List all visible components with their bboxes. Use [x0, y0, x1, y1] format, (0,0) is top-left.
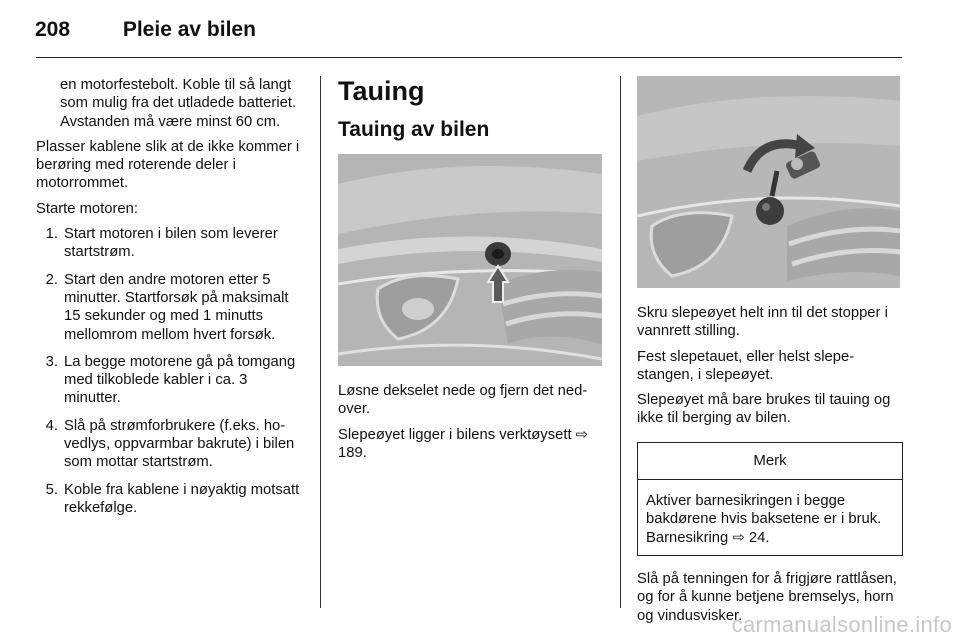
page-title: Pleie av bilen: [122, 18, 256, 41]
column-left: [36, 76, 304, 526]
step-number: 5.: [45, 481, 58, 498]
step-text: Start den andre motoren etter 5 minutter. Startforsøk på maksimalt 15 sekunder og med 1 minutts mellomrom mellom hvert forsøk.: [64, 271, 289, 343]
section-heading: Tauing: [338, 76, 425, 106]
paragraph: Plasser kablene slik at de ikke kommer i berøring med roterende deler i motorrommet.: [36, 138, 300, 192]
column-divider: [620, 76, 621, 608]
paragraph: Løsne dekselet nede og fjern det nedover.: [338, 383, 588, 418]
step-text: Koble fra kablene i nøyaktig motsatt rekkefølge.: [64, 481, 300, 516]
column-middle: [338, 76, 604, 469]
tow-eye-illustration: [637, 76, 900, 288]
list-item: [36, 271, 304, 344]
step-number: 2.: [45, 271, 58, 288]
note-text: Aktiver barnesikringen i begge bakdørene hvis baksetene er i bruk. Barnesikring ⇨ 24.: [646, 493, 882, 546]
paragraph: Skru slepeøyet helt inn til det stopper i vannrett stilling.: [637, 305, 888, 340]
step-text: La begge motorene gå på tomgang med tilkoblede kabler i ca. 3 minutter.: [64, 353, 296, 407]
list-item: [36, 353, 304, 408]
paragraph: Slå på tenningen for å frigjøre rattlåsen, og for å kunne betjene bremselys, horn og vindusvisker.: [637, 570, 897, 624]
steps-list: [36, 225, 304, 517]
page-header: [35, 18, 256, 42]
paragraph: Starte motoren:: [36, 200, 138, 217]
step-number: 4.: [45, 417, 58, 434]
continued-text: en motorfestebolt. Koble til så langt som mulig fra det utladede batteriet. Avstanden må være minst 60 cm.: [60, 77, 297, 130]
list-item: [36, 225, 304, 262]
column-right: [637, 76, 903, 632]
paragraph: Fest slepetauet, eller helst slepestangen, i slepeøyet.: [637, 348, 855, 383]
step-number: 1.: [45, 226, 58, 243]
step-number: 3.: [45, 353, 58, 370]
paragraph: Slepeøyet må bare brukes til tauing og ikke til berging av bilen.: [637, 392, 891, 427]
subsection-heading: Tauing av bilen: [338, 118, 490, 141]
watermark: carmanualsonline.info: [731, 612, 952, 637]
list-item: [36, 417, 304, 472]
note-box: [637, 442, 903, 556]
page-number: 208: [35, 18, 71, 41]
paragraph: Slepeøyet ligger i bilens verktøysett ⇨ 189.: [338, 426, 589, 461]
step-text: Start motoren i bilen som leverer startstrøm.: [64, 226, 278, 261]
bumper-cover-illustration: [338, 154, 602, 366]
column-divider: [320, 76, 321, 608]
list-item: [36, 481, 304, 518]
step-text: Slå på strømforbrukere (f.eks. hovedlys, oppvarmbar bakrute) i bilen som mottar startstrøm.: [64, 417, 295, 471]
header-rule: [36, 57, 902, 58]
note-title: Merk: [638, 443, 902, 480]
